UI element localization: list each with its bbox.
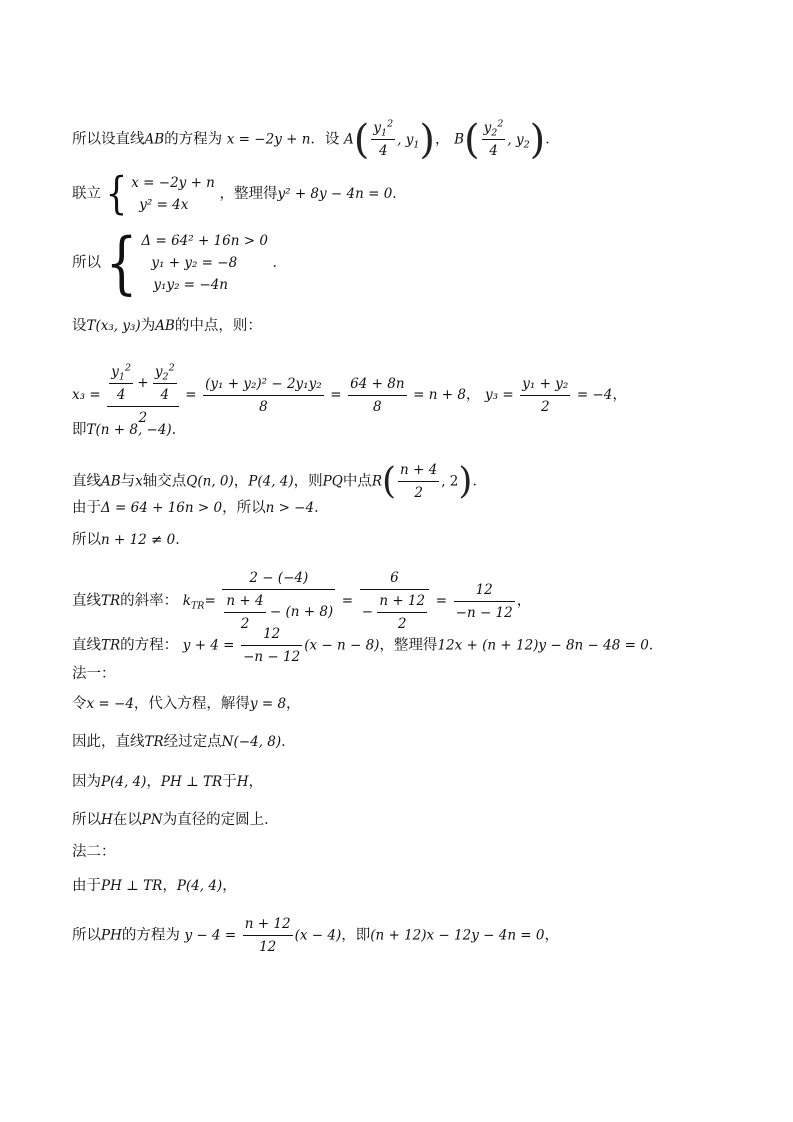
line-5: x₃ = $\frac{y_1^2}{4}$ + $\frac{y_2^2}{4}$ 2 = $\frac{\text{(y₁ + y₂)² − 2y₁y₂}}{8}$ = $\frac{64 + 8n}{8}$ = n + 8， y₃ = $\frac{\text{y₁ + y₂}}{2}$ = −4， (72, 362, 627, 426)
text: ， (465, 387, 481, 403)
text: 中点 (342, 473, 372, 490)
text: ， (146, 774, 161, 790)
text: 的方程： (120, 637, 179, 654)
method-heading: 法一： (72, 666, 116, 682)
math: R (371, 473, 382, 490)
text: ， (222, 878, 237, 894)
text: ． (175, 532, 190, 548)
point-b-label: B (454, 131, 465, 148)
point-a-label: A (344, 131, 354, 148)
math: PN (141, 812, 163, 828)
line-6 (72, 420, 186, 440)
math: y − 4 = (184, 927, 237, 944)
text: 的方程为 (121, 927, 180, 944)
math: H (236, 774, 249, 790)
fraction-x3-2: $\frac{\text{(y₁ + y₂)² − 2y₁y₂}}{8}$ (205, 375, 322, 415)
line-9 (72, 530, 190, 550)
line-1: 所以设直线AB的方程为 x = −2y + n．设 A( $\frac{y_1^2}{4}$ , $y_1$)， B( $\frac{y_2^2}{4}$ , $y_2$)． (72, 116, 560, 163)
text: 为 (140, 318, 156, 334)
math: AB (155, 318, 175, 334)
system-eq-3: y₁y₂ = −4n (153, 277, 228, 293)
line-13 (72, 694, 301, 714)
text: 为直径的定圆上． (162, 812, 279, 828)
line-18 (72, 876, 237, 896)
math: P(4, 4) (176, 878, 223, 894)
fraction-a: $\frac{y_1^2}{4}$ (373, 118, 394, 159)
math: = n + 8 (413, 387, 466, 403)
text: 所以设直线 (72, 131, 145, 148)
text: ， (286, 696, 301, 712)
math: AB (101, 473, 121, 490)
fraction-k1: 2 − (−4) $\frac{n + 4}{2}$ − (n + 8) (222, 568, 335, 634)
line-16 (72, 810, 279, 830)
math: PH ⊥ TR (101, 878, 163, 894)
math: Q(n, 0) (186, 473, 234, 490)
text: 经过定点 (163, 734, 222, 750)
fraction-k2: 6 − $\frac{n + 12}{2}$ (360, 568, 429, 634)
math: x (135, 473, 143, 490)
text: 直线 (72, 593, 101, 609)
math: Δ = 64 + 16n > 0 (101, 500, 223, 516)
line-12 (72, 664, 116, 684)
math: n + 12 ≠ 0 (101, 532, 176, 548)
fraction-ph-line: $\frac{n + 12}{12}$ (244, 916, 291, 955)
text: 因为 (72, 774, 101, 790)
math: T(n + 8, −4) (86, 422, 172, 438)
text: ． (472, 473, 487, 490)
text: ． (648, 637, 664, 654)
line-2 (72, 168, 407, 220)
text: 在以 (112, 812, 142, 828)
line-4 (72, 316, 262, 336)
math: y₃ = (485, 387, 514, 403)
text: 直线 (72, 637, 101, 654)
system-eq-2: y² = 4x (139, 197, 189, 213)
text: ． (314, 500, 329, 516)
math: PQ (322, 473, 343, 490)
text: 所以 (72, 255, 101, 271)
math: x₃ = (72, 387, 101, 403)
text: 所以 (72, 927, 101, 944)
math: y + 4 = (182, 637, 235, 654)
text: 即 (72, 422, 87, 438)
line-3 (72, 223, 288, 303)
math: P(4, 4) (101, 774, 147, 790)
text: 轴交点 (142, 473, 187, 490)
math: PH (101, 927, 122, 944)
math-equation: 12x + (n + 12)y − 8n − 48 = 0 (437, 637, 649, 654)
fraction-tr-line: $\frac{12}{-n - 12}$ (243, 626, 301, 665)
text: ， (516, 593, 532, 609)
fraction-k3: $\frac{12}{-n - 12}$ (455, 581, 513, 621)
text: 的方程为 (164, 131, 223, 148)
equation-system: { Δ = 64² + 16n > 0 y₁ + y₂ = −8 y₁y₂ = −4n (105, 223, 268, 303)
text: ， (612, 387, 627, 403)
math: TR (190, 600, 205, 612)
text: ， (233, 473, 249, 490)
math: PH ⊥ TR (160, 774, 223, 790)
fraction-r: $\frac{n + 4}{2}$ (400, 462, 438, 501)
fraction-x3-outer: $\frac{y_1^2}{4}$ + $\frac{y_2^2}{4}$ 2 (107, 362, 178, 428)
math: TR (101, 593, 121, 609)
text: 所以 (72, 532, 101, 548)
method-heading: 法二： (72, 844, 116, 860)
line-10: 直线TR的斜率： $k_{TR}=$ 2 − (−4) $\frac{n + 4}{2}$ − (n + 8) = 6 − $\frac{n + 12}{2}$ = $\frac{12}{-n - 12}$ ， (72, 570, 532, 632)
text: 由于 (72, 500, 101, 516)
math-equation: x = −2y + n (226, 131, 311, 148)
fraction-x3-3: $\frac{64 + 8n}{8}$ (350, 375, 405, 415)
text: ． (171, 422, 187, 438)
text: ， (162, 878, 177, 894)
text: ． (281, 734, 296, 750)
math: x = −4 (86, 696, 134, 712)
text: ， (544, 927, 559, 944)
line-11 (72, 624, 663, 667)
text: ，即 (341, 927, 371, 944)
math: TR (144, 734, 164, 750)
line-15 (72, 772, 263, 792)
text: 由于 (72, 878, 101, 894)
line-19 (72, 914, 559, 957)
text: 的斜率： (120, 593, 179, 609)
text: 直线 (72, 473, 101, 490)
text: 联立 (72, 186, 101, 202)
math: P(4, 4) (248, 473, 294, 490)
math: T(x₃, y₃) (86, 318, 141, 334)
math-equation: y² + 8y − 4n = 0 (277, 186, 393, 202)
math: N(−4, 8) (221, 734, 282, 750)
math: AB (144, 131, 165, 148)
text: ． (545, 131, 560, 148)
text: 与 (120, 473, 136, 490)
text: ．设 (310, 131, 340, 148)
fraction-b: $\frac{y_2^2}{4}$ (483, 118, 504, 159)
line-17 (72, 842, 116, 862)
text: ． (392, 186, 407, 202)
math: n > −4 (265, 500, 315, 516)
text: ，则 (293, 473, 323, 490)
math: (x − n − 8) (304, 637, 380, 654)
text: ， (434, 131, 450, 148)
math: H (101, 812, 113, 828)
text: 所以 (72, 812, 101, 828)
equation-system: { x = −2y + n y² = 4x (105, 168, 215, 220)
math: y = 8 (249, 696, 287, 712)
text: ， (248, 774, 263, 790)
line-8 (72, 498, 329, 518)
math: TR (101, 637, 121, 654)
text: 因此，直线 (72, 734, 145, 750)
text: 令 (72, 696, 87, 712)
system-eq-2: y₁ + y₂ = −8 (151, 255, 238, 271)
text: ，整理得 (379, 637, 438, 654)
fraction-y3: $\frac{\text{y₁ + y₂}}{2}$ (522, 375, 569, 415)
line-7: 直线AB与x轴交点Q(n, 0)，P(4, 4)，则PQ中点R( $\frac{n + 4}{2}$ , 2)． (72, 460, 487, 502)
system-eq-1: x = −2y + n (131, 175, 215, 191)
text: ，整理得 (219, 186, 278, 202)
text: 的中点，则： (174, 318, 262, 334)
math: k (182, 593, 191, 609)
math-equation: (n + 12)x − 12y − 4n = 0 (370, 927, 545, 944)
line-14 (72, 732, 296, 752)
text: ． (272, 255, 288, 271)
text: 于 (222, 774, 237, 790)
math: = −4 (576, 387, 613, 403)
text: 设 (72, 318, 87, 334)
text: ，所以 (222, 500, 266, 516)
math: , 2 (441, 473, 459, 490)
text: ，代入方程，解得 (133, 696, 250, 712)
system-eq-1: Δ = 64² + 16n > 0 (141, 233, 268, 249)
math: (x − 4) (294, 927, 342, 944)
